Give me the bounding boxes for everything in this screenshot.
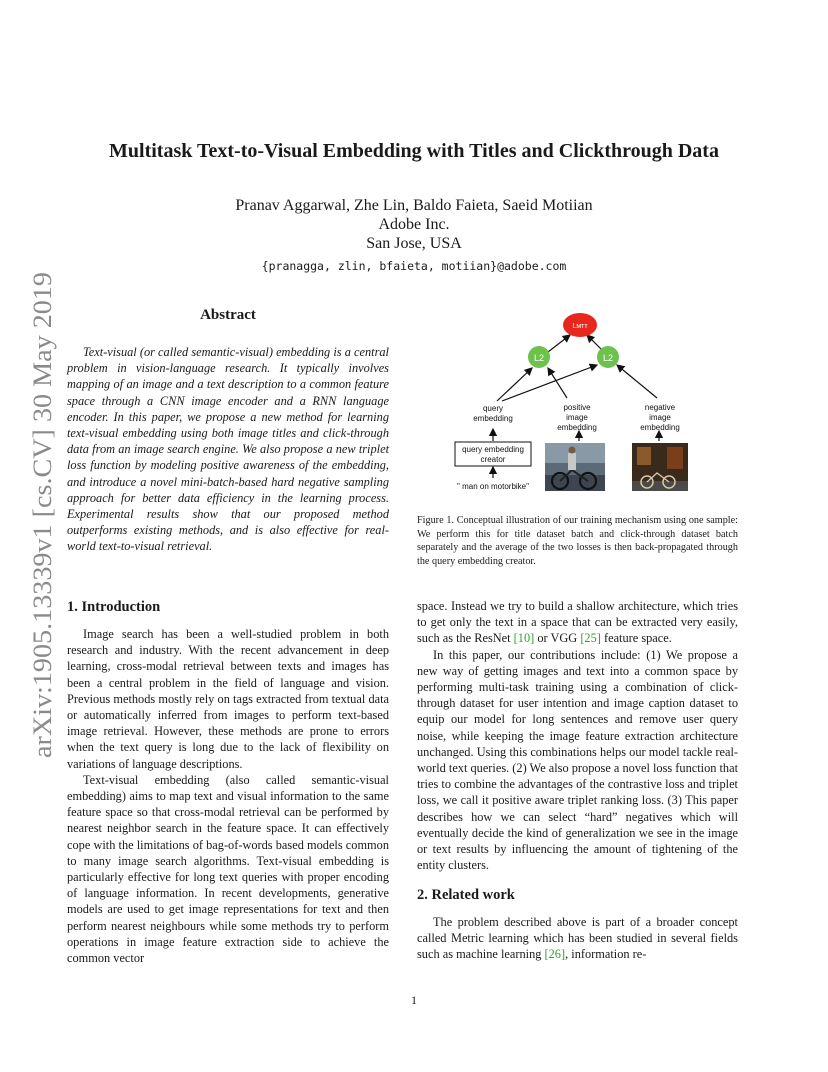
negative-image-photo [632, 443, 688, 491]
intro-paragraph-3 [417, 598, 738, 647]
creator-label-1: query embedding [462, 445, 524, 454]
citation-25[interactable]: [25] [580, 631, 601, 646]
positive-label-1: positive [563, 403, 591, 412]
positive-label-3: embedding [557, 423, 597, 432]
abstract-heading: Abstract [200, 307, 256, 323]
author-emails: {pranagga, zlin, bfaieta, motiian}@adobe.com [261, 259, 567, 273]
introduction-heading: 1. Introduction [67, 599, 161, 615]
author-block [0, 196, 828, 276]
loss-node-label: Lᴍᴛᴛ [572, 323, 588, 330]
positive-label-2: image [566, 413, 588, 422]
related-p1-text-b: , information re- [565, 947, 647, 962]
paper-title: Multitask Text-to-Visual Embedding with Titles and Clickthrough Data [109, 140, 719, 162]
creator-label-2: creator [480, 455, 506, 464]
l2-node-right-label: L2 [602, 353, 614, 363]
query-text-label: " man on motorbike" [457, 482, 529, 491]
figure-1-diagram [417, 305, 738, 505]
introduction-body-left [67, 626, 389, 966]
citation-10[interactable]: [10] [513, 631, 535, 646]
intro-paragraph-2: Text-visual embedding (also called semantic-visual embedding) aims to map text and visual information to the same feature space so that cross-modal retrieval can be performed by nearest neighbor search in the feature space. It can effectively cope with the limitations of bag-of-words based models common to many image search algorithms. Text-visual embedding is particularly effective for long text queries with proper encoding of language information. In recent developments, generative models are used to get image representations for text and then perform nearest neighbours while some methods try to perform operations in image feature extraction side to achieve the common vector [67, 772, 389, 966]
related-p1-text-a: The problem described above is part of a broader concept called Metric learning which has been studied in several fields such as machine learning [417, 914, 738, 962]
intro-p3-text-a: space. Instead we try to build a shallow architecture, which tries to get only the text in a space that can be extracted very easily, such as the ResNet [417, 599, 738, 646]
related-work-paragraph-1 [417, 914, 738, 963]
intro-p3-text-b: or VGG [534, 631, 581, 646]
author-names: Pranav Aggarwal, Zhe Lin, Baldo Faieta, Saeid Motiian [235, 197, 593, 214]
l2-node-left-label: L2 [533, 353, 545, 363]
query-embedding-label-1: query [482, 404, 504, 413]
abstract-body [67, 344, 389, 555]
figure-1-caption: Figure 1. Conceptual illustration of our training mechanism using one sample: We perform this for title dataset batch and click-through dataset batch separately and the average of the two losses is then back-propagated through the query embedding creator. [417, 515, 738, 567]
arxiv-stamp-text: arXiv:1905.13339v1 [cs.CV] 30 May 2019 [28, 308, 57, 758]
positive-image-photo [545, 443, 605, 491]
intro-paragraph-1: Image search has been a well-studied problem in both research and industry. With the recent advancement in deep learning, cross-modal retrieval between texts and images has been a central problem in the field of language and vision. Previous methods mostly rely on tags extracted from textual data or automatically inferred from images to perform text-based image retrieval. However, these methods are prone to errors when the text query is long due to the lack of flexibility on variations of language descriptions. [67, 627, 389, 771]
intro-paragraph-4: In this paper, our contributions include: (1) We propose a new way of getting images and text into a common space by performing multi-task training using a combination of click-through dataset for user intention and image caption dataset to equip our model for long sentences and remove user query noise, while keeping the image feature extraction architecture unchanged. Using this combinations helps our model tackle real-world text queries. (2) We also propose a novel loss function that tries to combine the advantages of the contrastive loss and triplet loss, we call it positive aware triplet ranking loss. (3) This paper describes how we can select “hard” negatives which will eventually decide the kind of generalization we see in the image or text results by influencing the amount of tightening of the entity clusters. [417, 647, 739, 873]
page-number: 1 [411, 993, 417, 1007]
affiliation: Adobe Inc. [378, 216, 450, 233]
intro-p3-text-c: feature space. [600, 631, 672, 646]
query-embedding-label-2: embedding [473, 414, 513, 423]
location: San Jose, USA [366, 235, 462, 252]
abstract-paragraph: Text-visual (or called semantic-visual) embedding is a central problem in vision-language research. It typically involves mapping of an image and a text description to a common feature space through a CNN image encoder and a RNN language encoder. In this paper, we propose a new method for learning text-visual embedding using both image titles and click-through data from an image search engine. We also propose a new triplet loss function by modeling positive awareness of the embedding, and introduce a novel mini-batch-based hard negative sampling approach for better data efficiency in the learning process. Experimental results show that our proposed method outperforms existing methods, and is also effective for real-world text-to-visual retrieval. [67, 345, 389, 554]
citation-26[interactable]: [26] [544, 947, 566, 962]
introduction-body-right [417, 598, 738, 962]
negative-label-3: embedding [640, 423, 680, 432]
figure-1 [417, 305, 738, 505]
arxiv-identifier-stamp [18, 270, 62, 760]
negative-label-2: image [649, 413, 671, 422]
negative-label-1: negative [644, 403, 676, 412]
related-work-heading: 2. Related work [417, 887, 515, 904]
